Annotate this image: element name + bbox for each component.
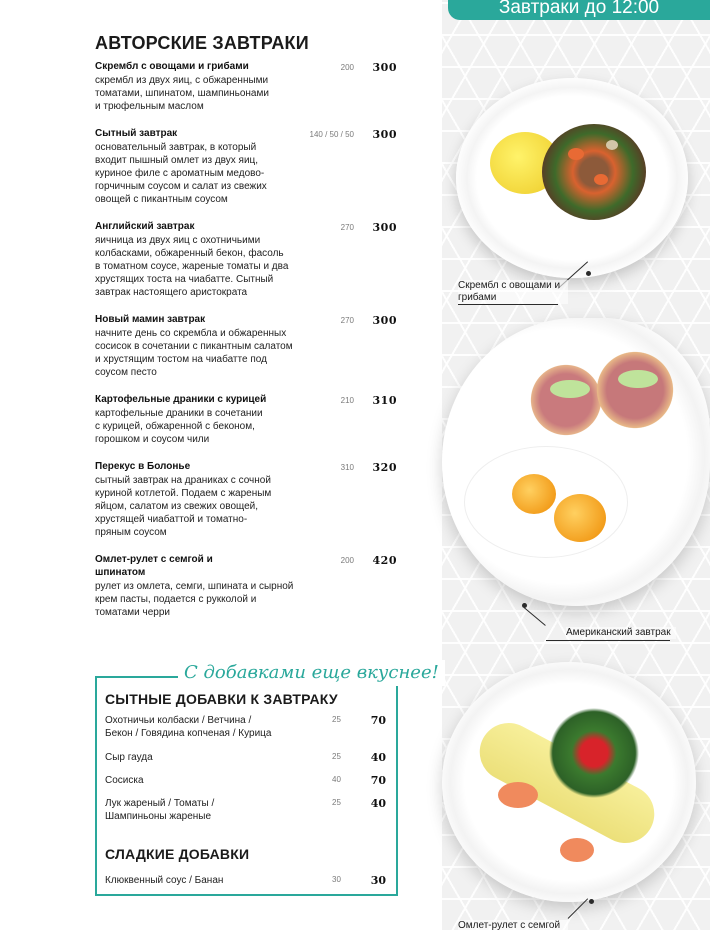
menu-item <box>95 313 405 379</box>
menu-item-name: Сытный завтрак <box>95 128 178 139</box>
menu-item <box>95 127 405 206</box>
menu-item-price: 300 <box>372 128 397 141</box>
menu-item-weight: 140 / 50 / 50 <box>309 130 354 139</box>
menu-item <box>95 553 405 619</box>
menu-item-price: 420 <box>372 554 397 567</box>
menu-item-name: Перекус в Болонье <box>95 461 191 472</box>
extra-item <box>105 714 390 740</box>
menu-item-weight: 310 <box>340 463 354 472</box>
caption-pointer-dot <box>589 899 594 904</box>
photo-american-breakfast <box>442 318 710 606</box>
extra-item-weight: 25 <box>332 715 341 724</box>
caption-scramble: Скрембл с овощами и грибами <box>458 280 568 304</box>
menu-item <box>95 220 405 299</box>
menu-item-description: сытный завтрак на драниках с сочной куриной котлетой. Подаем с жареным яйцом, салатом из свежих овощей, хрустящей чиабаттой и томатно-пряным соусом <box>95 475 272 538</box>
menu-item-weight: 200 <box>340 556 354 565</box>
menu-item-weight: 200 <box>340 63 354 72</box>
menu-item-name: Новый мамин завтрак <box>95 314 206 325</box>
menu-item-description: скрембл из двух яиц, с обжаренными томатами, шпинатом, шампиньонами и трюфельным маслом <box>95 75 269 112</box>
menu-item-price: 300 <box>372 61 397 74</box>
extra-item-weight: 25 <box>332 798 341 807</box>
extra-item-weight: 25 <box>332 752 341 761</box>
photo-omelet-roll <box>442 662 696 902</box>
menu-item-price: 310 <box>372 394 397 407</box>
menu-item-name: Омлет-рулет с семгой и шпинатом <box>95 554 213 578</box>
extra-item <box>105 774 390 787</box>
extra-item <box>105 751 390 764</box>
caption-american-breakfast: Американский завтрак <box>566 627 676 639</box>
menu-item-weight: 270 <box>340 316 354 325</box>
extra-item-name: Клюквенный соус / Банан <box>105 875 224 886</box>
menu-item <box>95 393 405 446</box>
menu-item-name: Картофельные драники с курицей <box>95 394 267 405</box>
extra-item-weight: 30 <box>332 875 341 884</box>
menu-item-description: рулет из омлета, семги, шпината и сырной крем пасты, подается с рукколой и томатами черри <box>95 581 294 618</box>
caption-underline <box>458 304 558 305</box>
extra-item-name: Сосиска <box>105 775 144 786</box>
savory-extras-heading: СЫТНЫЕ ДОБАВКИ К ЗАВТРАКУ <box>105 691 338 707</box>
menu-item-weight: 270 <box>340 223 354 232</box>
extras-box-title: С добавками еще вкуснее! <box>178 660 445 686</box>
extra-item-price: 40 <box>370 751 386 764</box>
caption-omelet-roll: Омлет-рулет с семгой <box>458 920 568 930</box>
photo-scramble <box>456 78 688 278</box>
extra-item <box>105 874 390 887</box>
extra-item-price: 30 <box>370 874 386 887</box>
menu-item-description: яичница из двух яиц с охотничьими колбасками, обжаренный бекон, фасоль в томатном соусе, жареные томаты и два хрустящих тоста на чиабатте. Сытный завтрак настоящего аристократа <box>95 235 289 298</box>
menu-item-weight: 210 <box>340 396 354 405</box>
section-heading-signature-breakfasts: АВТОРСКИЕ ЗАВТРАКИ <box>95 33 309 53</box>
extra-item-weight: 40 <box>332 775 341 784</box>
menu-item-price: 320 <box>372 461 397 474</box>
extra-item-price: 40 <box>370 797 386 810</box>
menu-item <box>95 460 405 539</box>
extra-item-name: Лук жареный / Томаты / Шампиньоны жареные <box>105 798 215 822</box>
extra-item-price: 70 <box>370 774 386 787</box>
menu-item-price: 300 <box>372 221 397 234</box>
extra-item-name: Сыр гауда <box>105 752 153 763</box>
menu-item-description: картофельные драники в сочетании с курицей, обжаренной с беконом, горошком и соусом чили <box>95 408 263 445</box>
menu-item-price: 300 <box>372 314 397 327</box>
caption-underline <box>546 640 670 641</box>
menu-item-description: основательный завтрак, в который входит пышный омлет из двух яиц, куриное филе с ароматным медово-горчичным соусом и салат из свежих овощей с пикантным соусом <box>95 142 267 205</box>
caption-pointer-dot <box>586 271 591 276</box>
sweet-extras-heading: СЛАДКИЕ ДОБАВКИ <box>105 846 250 862</box>
breakfast-hours-banner: Завтраки до 12:00 <box>448 0 710 20</box>
menu-item-name: Английский завтрак <box>95 221 195 232</box>
extra-item <box>105 797 390 823</box>
extra-item-name: Охотничьи колбаски / Ветчина / Бекон / Говядина копченая / Курица <box>105 715 272 739</box>
menu-item <box>95 60 405 113</box>
extra-item-price: 70 <box>370 714 386 727</box>
menu-item-name: Скрембл с овощами и грибами <box>95 61 249 72</box>
menu-item-description: начните день со скрембла и обжаренных сосисок в сочетании с пикантным салатом и хрустящим тостом на чиабатте под соусом песто <box>95 328 293 378</box>
